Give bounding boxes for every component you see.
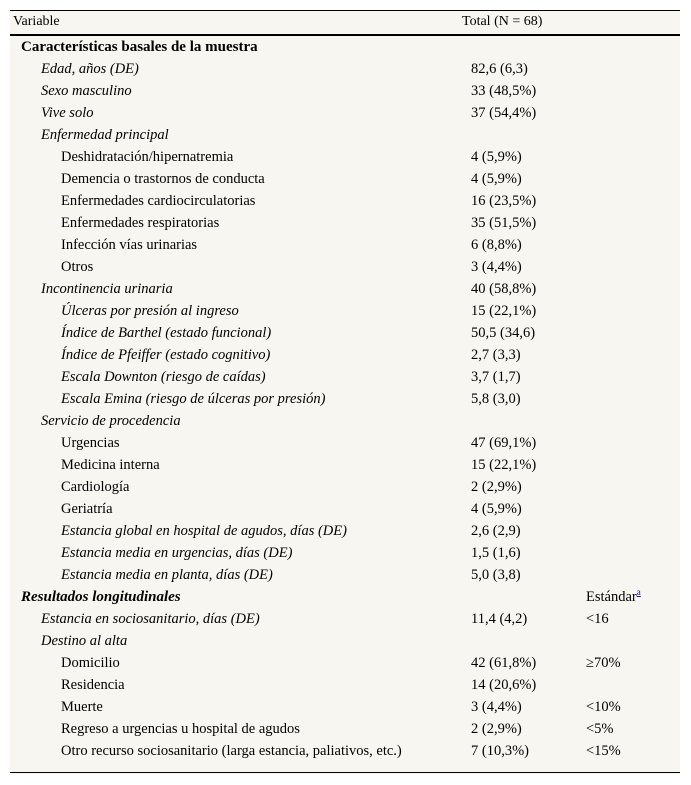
cell-variable: Características basales de la muestra: [21, 39, 258, 55]
footnote-link[interactable]: a: [636, 587, 641, 597]
cell-total: 33 (48,5%): [471, 83, 537, 99]
table-row: [10, 300, 680, 322]
cell-variable: Estancia global en hospital de agudos, días (DE): [61, 523, 347, 539]
cell-total: 16 (23,5%): [471, 193, 537, 209]
table-row: [10, 80, 680, 102]
cell-total: 15 (22,1%): [471, 457, 537, 473]
cell-standard-text: <15%: [586, 743, 621, 759]
table-row: [10, 432, 680, 454]
cell-total: 4 (5,9%): [471, 501, 522, 517]
cell-variable: Úlceras por presión al ingreso: [61, 303, 239, 319]
table-top-rule: [10, 10, 680, 11]
table-row: [10, 102, 680, 124]
cell-total: 4 (5,9%): [471, 149, 522, 165]
cell-total: 35 (51,5%): [471, 215, 537, 231]
cell-total: 5,8 (3,0): [471, 391, 521, 407]
table-row: [10, 410, 680, 432]
cell-standard: [586, 586, 641, 608]
cell-total: 5,0 (3,8): [471, 567, 521, 583]
cell-variable: Estancia media en planta, días (DE): [61, 567, 273, 583]
footnote-marker: [637, 587, 641, 597]
table-row: [10, 146, 680, 168]
table-bottom-rule: [10, 772, 680, 773]
cell-variable: Geriatría: [61, 501, 113, 517]
table-row: [10, 234, 680, 256]
table-row: [10, 454, 680, 476]
cell-variable: Índice de Barthel (estado funcional): [61, 325, 272, 341]
cell-variable: Enfermedades cardiocirculatorias: [61, 193, 256, 209]
cell-total: 1,5 (1,6): [471, 545, 521, 561]
table-row: [10, 718, 680, 740]
table-row: [10, 256, 680, 278]
table-row: [10, 212, 680, 234]
table-row: [10, 58, 680, 80]
cell-variable: Enfermedad principal: [41, 127, 169, 143]
cell-variable: Muerte: [61, 699, 103, 715]
cell-variable: Destino al alta: [41, 633, 128, 649]
cell-variable: Resultados longitudinales: [21, 589, 181, 605]
cell-variable: Servicio de procedencia: [41, 413, 181, 429]
cell-variable: Residencia: [61, 677, 125, 693]
cell-variable: Incontinencia urinaria: [41, 281, 173, 297]
cell-total: 2 (2,9%): [471, 479, 522, 495]
table-row: [10, 344, 680, 366]
table-row: [10, 476, 680, 498]
table-row: [10, 586, 680, 608]
cell-standard-text: ≥70%: [586, 655, 621, 671]
table-row: [10, 190, 680, 212]
cell-total: 3,7 (1,7): [471, 369, 521, 385]
cell-total: 3 (4,4%): [471, 699, 522, 715]
cell-total: 2,6 (2,9): [471, 523, 521, 539]
table-row: [10, 630, 680, 652]
table-row: [10, 388, 680, 410]
cell-total: 40 (58,8%): [471, 281, 537, 297]
cell-total: 7 (10,3%): [471, 743, 529, 759]
cell-total: 6 (8,8%): [471, 237, 522, 253]
cell-variable: Enfermedades respiratorias: [61, 215, 220, 231]
table-row: [10, 36, 680, 58]
cell-total: 2,7 (3,3): [471, 347, 521, 363]
cell-total: 47 (69,1%): [471, 435, 537, 451]
cell-total: 3 (4,4%): [471, 259, 522, 275]
cell-standard-text: Estándar: [586, 589, 637, 605]
cell-total: 37 (54,4%): [471, 105, 537, 121]
cell-variable: Estancia en sociosanitario, días (DE): [41, 611, 260, 627]
cell-total: 2 (2,9%): [471, 721, 522, 737]
cell-total: 14 (20,6%): [471, 677, 537, 693]
table-row: [10, 520, 680, 542]
cell-total: 15 (22,1%): [471, 303, 537, 319]
cell-variable: Estancia media en urgencias, días (DE): [61, 545, 293, 561]
cell-variable: Regreso a urgencias u hospital de agudos: [61, 721, 300, 737]
table-row: [10, 696, 680, 718]
cell-total: 42 (61,8%): [471, 655, 537, 671]
cell-standard: [586, 718, 614, 740]
table-row: [10, 652, 680, 674]
cell-variable: Escala Downton (riesgo de caídas): [61, 369, 266, 385]
cell-total: 4 (5,9%): [471, 171, 522, 187]
cell-variable: Medicina interna: [61, 457, 160, 473]
cell-standard-text: <16: [586, 611, 609, 627]
cell-variable: Urgencias: [61, 435, 120, 451]
table-row: [10, 608, 680, 630]
table-row: [10, 542, 680, 564]
table-row: [10, 740, 680, 762]
cell-variable: Domicilio: [61, 655, 120, 671]
cell-variable: Edad, años (DE): [41, 61, 139, 77]
cell-variable: Sexo masculino: [41, 83, 132, 99]
cell-variable: Infección vías urinarias: [61, 237, 198, 253]
cell-variable: Índice de Pfeiffer (estado cognitivo): [61, 347, 271, 363]
cell-variable: Otro recurso sociosanitario (larga estancia, paliativos, etc.): [61, 743, 402, 759]
table-row: [10, 278, 680, 300]
table-row: [10, 124, 680, 146]
cell-standard: [586, 608, 609, 630]
cell-standard: [586, 740, 621, 762]
table-row: [10, 322, 680, 344]
cell-standard: [586, 696, 621, 718]
cell-variable: Escala Emina (riesgo de úlceras por presión): [61, 391, 326, 407]
column-header-variable: Variable: [13, 14, 60, 29]
cell-standard-text: <5%: [586, 721, 614, 737]
table-row: [10, 366, 680, 388]
cell-variable: Demencia o trastornos de conducta: [61, 171, 265, 187]
table-row: [10, 674, 680, 696]
cell-variable: Vive solo: [41, 105, 94, 121]
table-row: [10, 498, 680, 520]
cell-standard-text: <10%: [586, 699, 621, 715]
cell-total: 50,5 (34,6): [471, 325, 536, 341]
cell-variable: Deshidratación/hipernatremia: [61, 149, 234, 165]
column-header-total: Total (N = 68): [462, 14, 543, 29]
table-row: [10, 168, 680, 190]
cell-standard: [586, 652, 621, 674]
cell-variable: Cardiología: [61, 479, 130, 495]
table-row: [10, 564, 680, 586]
cell-total: 82,6 (6,3): [471, 61, 528, 77]
cell-variable: Otros: [61, 259, 94, 275]
cell-total: 11,4 (4,2): [471, 611, 528, 627]
data-table: [10, 10, 680, 774]
